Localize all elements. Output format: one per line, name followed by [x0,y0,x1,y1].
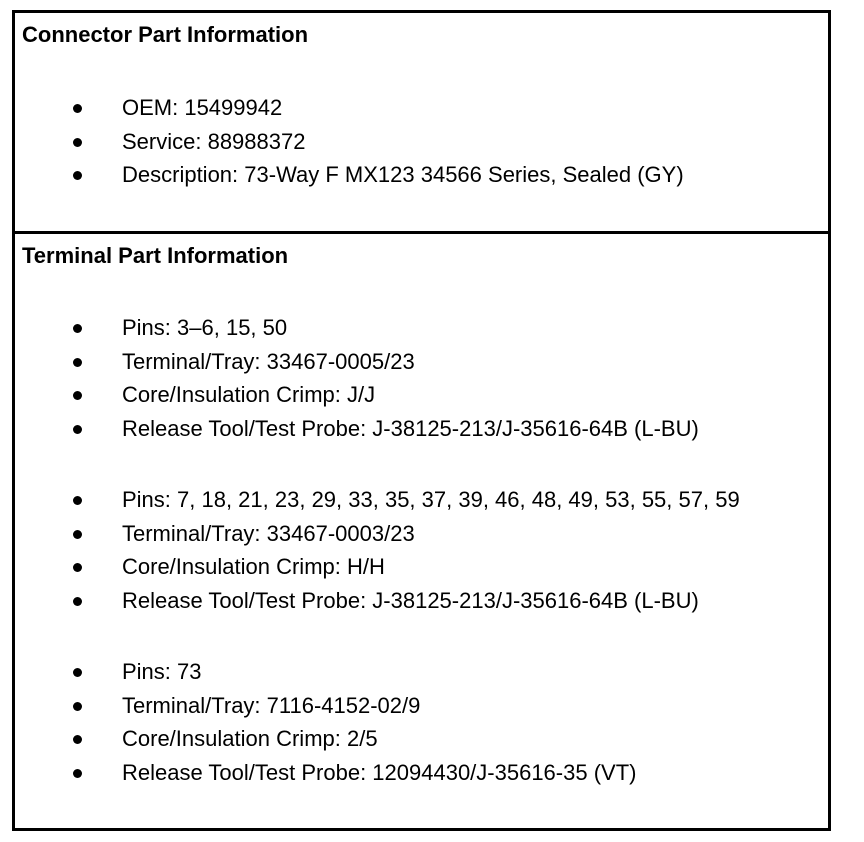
terminal-heading: Terminal Part Information [22,243,289,268]
connector-description-text: Description: 73-Way F MX123 34566 Series, Sealed (GY) [122,162,684,187]
bullet-icon [73,735,82,744]
bullet-icon [73,668,82,677]
terminal-tool-text: Release Tool/Test Probe: J-38125-213/J-35616-64B (L-BU) [122,587,699,613]
connector-heading: Connector Part Information [22,22,309,47]
bullet-icon [73,138,82,147]
connector-service-text: Service: 88988372 [122,128,306,154]
terminal-crimp-text: Core/Insulation Crimp: J/J [122,382,376,407]
terminal-crimp-text: Core/Insulation Crimp: 2/5 [122,726,378,751]
connector-oem-text: OEM: 15499942 [122,95,283,120]
terminal-tray-text: Terminal/Tray: 7116-4152-02/9 [122,692,421,718]
bullet-icon [73,391,82,400]
connector-section [15,13,828,234]
bullet-icon [73,769,82,778]
bullet-icon [73,563,82,572]
terminal-pins-text: Pins: 73 [122,659,202,684]
bullet-icon [73,358,82,367]
terminal-tray-text: Terminal/Tray: 33467-0003/23 [122,520,415,546]
terminal-pins-text: Pins: 7, 18, 21, 23, 29, 33, 35, 37, 39, 46, 48, 49, 53, 55, 57, 59 [122,487,740,512]
bullet-icon [73,597,82,606]
bullet-icon [73,171,82,180]
terminal-section [15,234,828,828]
terminal-tool-text: Release Tool/Test Probe: J-38125-213/J-35616-64B (L-BU) [122,415,699,441]
bullet-icon [73,104,82,113]
bullet-icon [73,496,82,505]
bullet-icon [73,530,82,539]
terminal-tool-text: Release Tool/Test Probe: 12094430/J-35616-35 (VT) [122,759,637,785]
bullet-icon [73,425,82,434]
part-info-table [12,10,831,831]
terminal-crimp-text: Core/Insulation Crimp: H/H [122,554,385,579]
bullet-icon [73,324,82,333]
bullet-icon [73,702,82,711]
terminal-pins-text: Pins: 3–6, 15, 50 [122,315,288,340]
terminal-tray-text: Terminal/Tray: 33467-0005/23 [122,348,415,374]
